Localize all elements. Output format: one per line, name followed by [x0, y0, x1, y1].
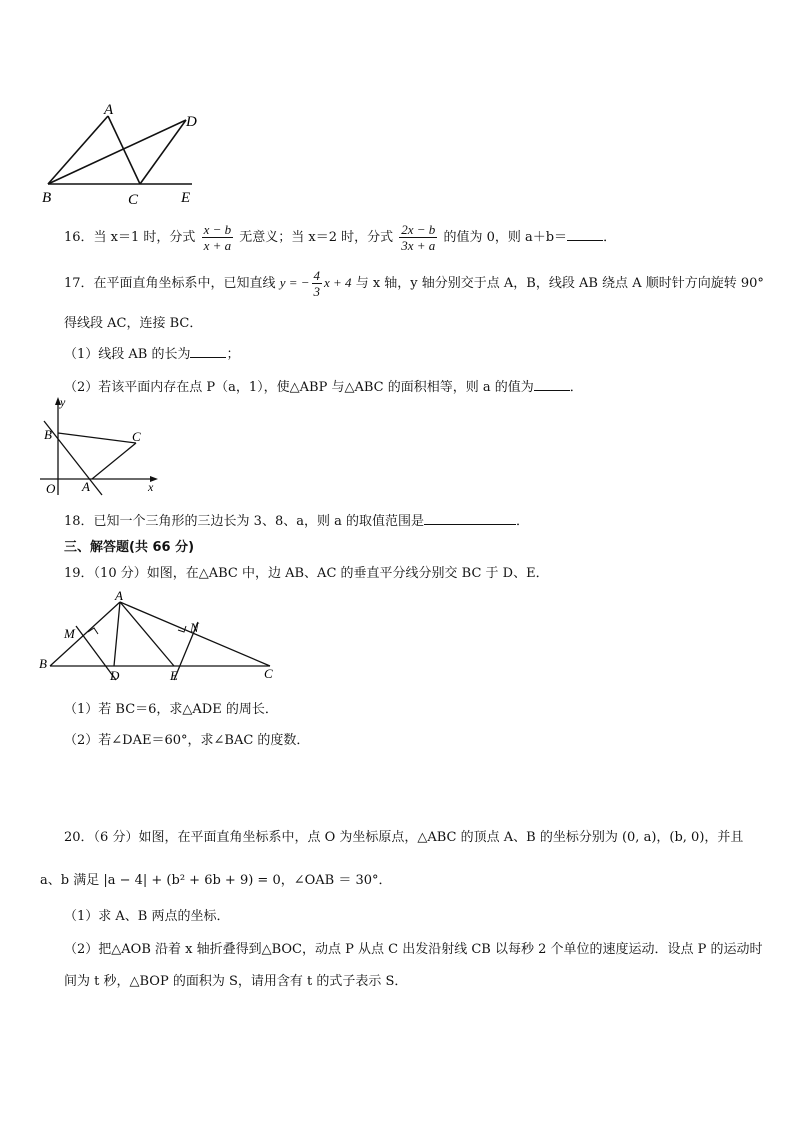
label-A: A: [82, 479, 90, 494]
question-19-part1: （1）若 BC＝6，求△ADE 的周长．: [64, 702, 278, 717]
label-E: E: [170, 668, 178, 683]
label-E: E: [181, 190, 191, 206]
question-20-part1: （1）求 A、B 两点的坐标．: [64, 909, 230, 924]
label-C: C: [128, 192, 139, 208]
question-18: 18．已知一个三角形的三边长为 3、8、a，则 a 的取值范围是 ．: [64, 514, 529, 529]
label-M: M: [64, 626, 75, 641]
label-O: O: [46, 481, 56, 496]
fraction-2: $\frac{2x - b}{3x + a}$: [401, 222, 436, 253]
label-D: D: [110, 668, 120, 683]
question-20-part2-line2: 间为 t 秒，△BOP 的面积为 S，请用含有 t 的式子表示 S．: [64, 974, 408, 989]
question-19-part2: （2）若∠DAE＝60°，求∠BAC 的度数．: [64, 733, 310, 748]
label-A: A: [115, 588, 123, 603]
label-B: B: [39, 656, 47, 671]
axis-x-label: x: [148, 480, 154, 494]
axis-y-label: y: [60, 395, 66, 409]
coordinate-figure-q17: [36, 395, 166, 505]
question-17-part1: （1）线段 AB 的长为 ；: [64, 347, 240, 362]
label-N: N: [190, 620, 199, 635]
question-16: 16．当 x＝1 时，分式 $\frac{x - b}{x + a}$ 无意义；当 x＝2 时，分式 $\frac{2x - b}{3x + a}$ 的值为 0，则 a＋b＝ ．: [64, 222, 617, 253]
triangle-figure-q15: [36, 86, 226, 210]
label-D: D: [186, 114, 197, 130]
triangle-figure-q19: [36, 588, 286, 684]
label-C: C: [132, 429, 141, 444]
label-B: B: [44, 427, 52, 442]
fraction-1: $\frac{x - b}{x + a}$: [203, 222, 232, 253]
label-A: A: [104, 102, 114, 118]
label-B: B: [42, 190, 52, 206]
question-20-line1: 20．（6 分）如图，在平面直角坐标系中，点 O 为坐标原点，△ABC 的顶点 A、B 的坐标分别为 (0, a)，(b, 0)，并且: [64, 830, 744, 845]
label-C: C: [264, 666, 273, 681]
question-17: 17．在平面直角坐标系中，已知直线 y = − $\frac{4}{3}$ x + 4 与 x 轴，y 轴分别交于点 A，B，线段 AB 绕点 A 顺时针方向旋转 90°: [64, 268, 764, 299]
question-19: 19．（10 分）如图，在△ABC 中，边 AB、AC 的垂直平分线分别交 BC 于 D、E．: [64, 566, 549, 581]
question-20-line2: a、b 满足 |a − 4| + (b² + 6b + 9) = 0，∠OAB ＝ 30°．: [40, 873, 392, 888]
answer-blank: [567, 240, 603, 241]
section-title: 三、解答题(共 66 分): [64, 540, 195, 555]
fraction-4-3: $\frac{4}{3}$: [313, 268, 321, 299]
question-20-part2-line1: （2）把△AOB 沿着 x 轴折叠得到△BOC，动点 P 从点 C 出发沿射线 CB 以每秒 2 个单位的速度运动．设点 P 的运动时: [64, 942, 763, 957]
question-17-line2: 得线段 AC，连接 BC．: [64, 316, 203, 331]
question-17-part2: （2）若该平面内存在点 P（a，1），使△ABP 与△ABC 的面积相等，则 a 的值为 ．: [64, 380, 583, 395]
